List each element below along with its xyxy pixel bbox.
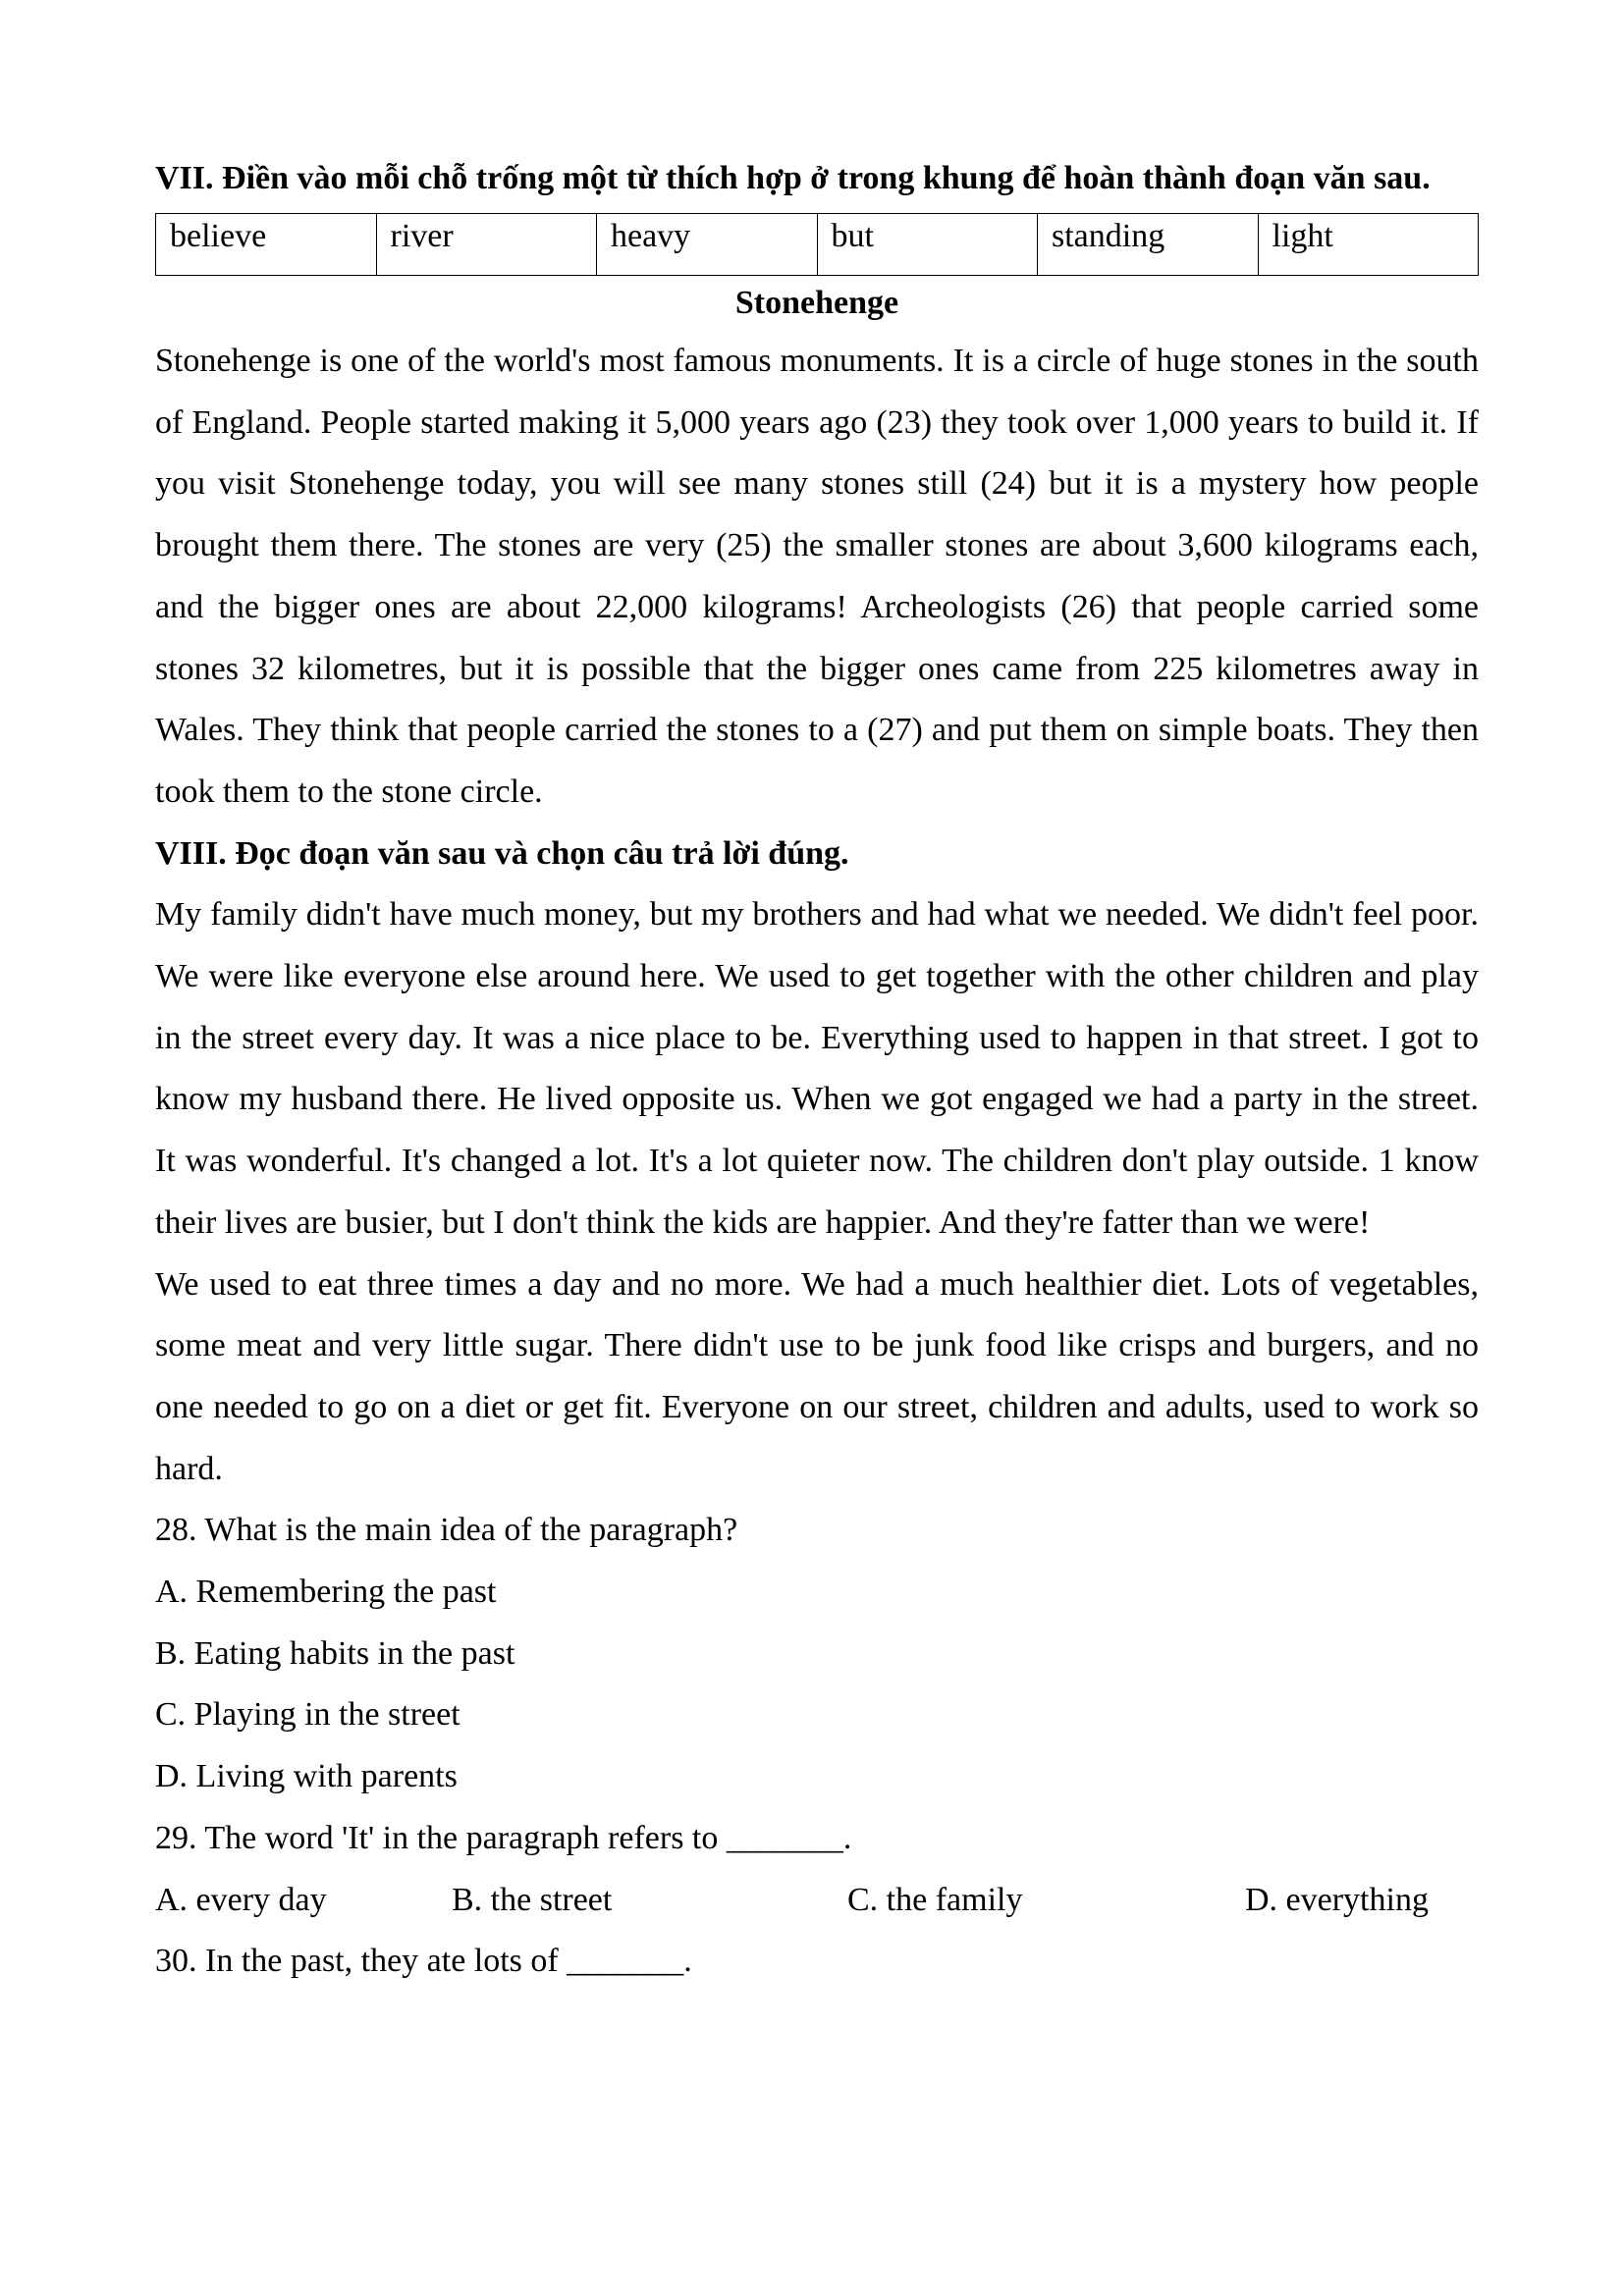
reading-paragraph-2: We used to eat three times a day and no more. We had a much healthier diet. Lots of vegetables, some meat and very little sugar. There didn't use to be junk food like crisps and burgers, and no one needed to go on a diet or get fit. Everyone on our street, children and adults, used to work so hard. (155, 1265, 1479, 1487)
question-28: 28. What is the main idea of the paragraph? (155, 1512, 738, 1549)
question-29-option-d: D. everything (1245, 1881, 1429, 1918)
question-28-option-d: D. Living with parents (155, 1758, 458, 1795)
word-box-cell: but (817, 214, 1038, 276)
question-29-options (155, 1870, 1479, 1932)
question-29-option-c: C. the family (847, 1881, 1023, 1918)
word-box (155, 213, 1479, 276)
section-8-heading: VIII. Đọc đoạn văn sau và chọn câu trả lời đúng. (155, 834, 849, 872)
question-29-option-b: B. the street (452, 1881, 613, 1918)
worksheet-page (155, 147, 1479, 1993)
question-30: 30. In the past, they ate lots of _______. (155, 1943, 692, 1980)
question-28-option-b: B. Eating habits in the past (155, 1634, 515, 1672)
word-box-cell: heavy (597, 214, 818, 276)
question-28-option-a: A. Remembering the past (155, 1574, 497, 1611)
reading-paragraph-1: My family didn't have much money, but my brothers and had what we needed. We didn't feel poor. We were like everyone else around here. We used to get together with the other children and play in the street every day. It was a nice place to be. Everything used to happen in that street. I got to know my husband there. He lived opposite us. When we got engaged we had a party in the street. It was wonderful. It's changed a lot. It's a lot quieter now. The children don't play outside. 1 know their lives are busier, but I don't think the kids are happier. And they're fatter than we were! (155, 896, 1479, 1241)
question-28-option-c: C. Playing in the street (155, 1696, 460, 1734)
section-7-heading: VII. Điền vào mỗi chỗ trống một từ thích hợp ở trong khung để hoàn thành đoạn văn sau. (155, 160, 1431, 196)
word-box-cell: light (1258, 214, 1479, 276)
question-29-option-a: A. every day (155, 1881, 327, 1918)
word-box-cell: river (376, 214, 597, 276)
question-29: 29. The word 'It' in the paragraph refers to _______. (155, 1819, 852, 1856)
word-box-cell: standing (1038, 214, 1259, 276)
stonehenge-passage: Stonehenge is one of the world's most famous monuments. It is a circle of huge stones in the south of England. People started making it 5,000 years ago (23) they took over 1,000 years to build it. If you visit Stonehenge today, you will see many stones still (24) but it is a mystery how people brought them there. The stones are very (25) the smaller stones are about 3,600 kilograms each, and the bigger ones are about 22,000 kilograms! Archeologists (26) that people carried some stones 32 kilometres, but it is possible that the bigger ones came from 225 kilometres away in Wales. They think that people carried the stones to a (27) and put them on simple boats. They then took them to the stone circle. (155, 343, 1479, 810)
word-box-cell: believe (156, 214, 377, 276)
passage-title: Stonehenge (734, 285, 899, 321)
